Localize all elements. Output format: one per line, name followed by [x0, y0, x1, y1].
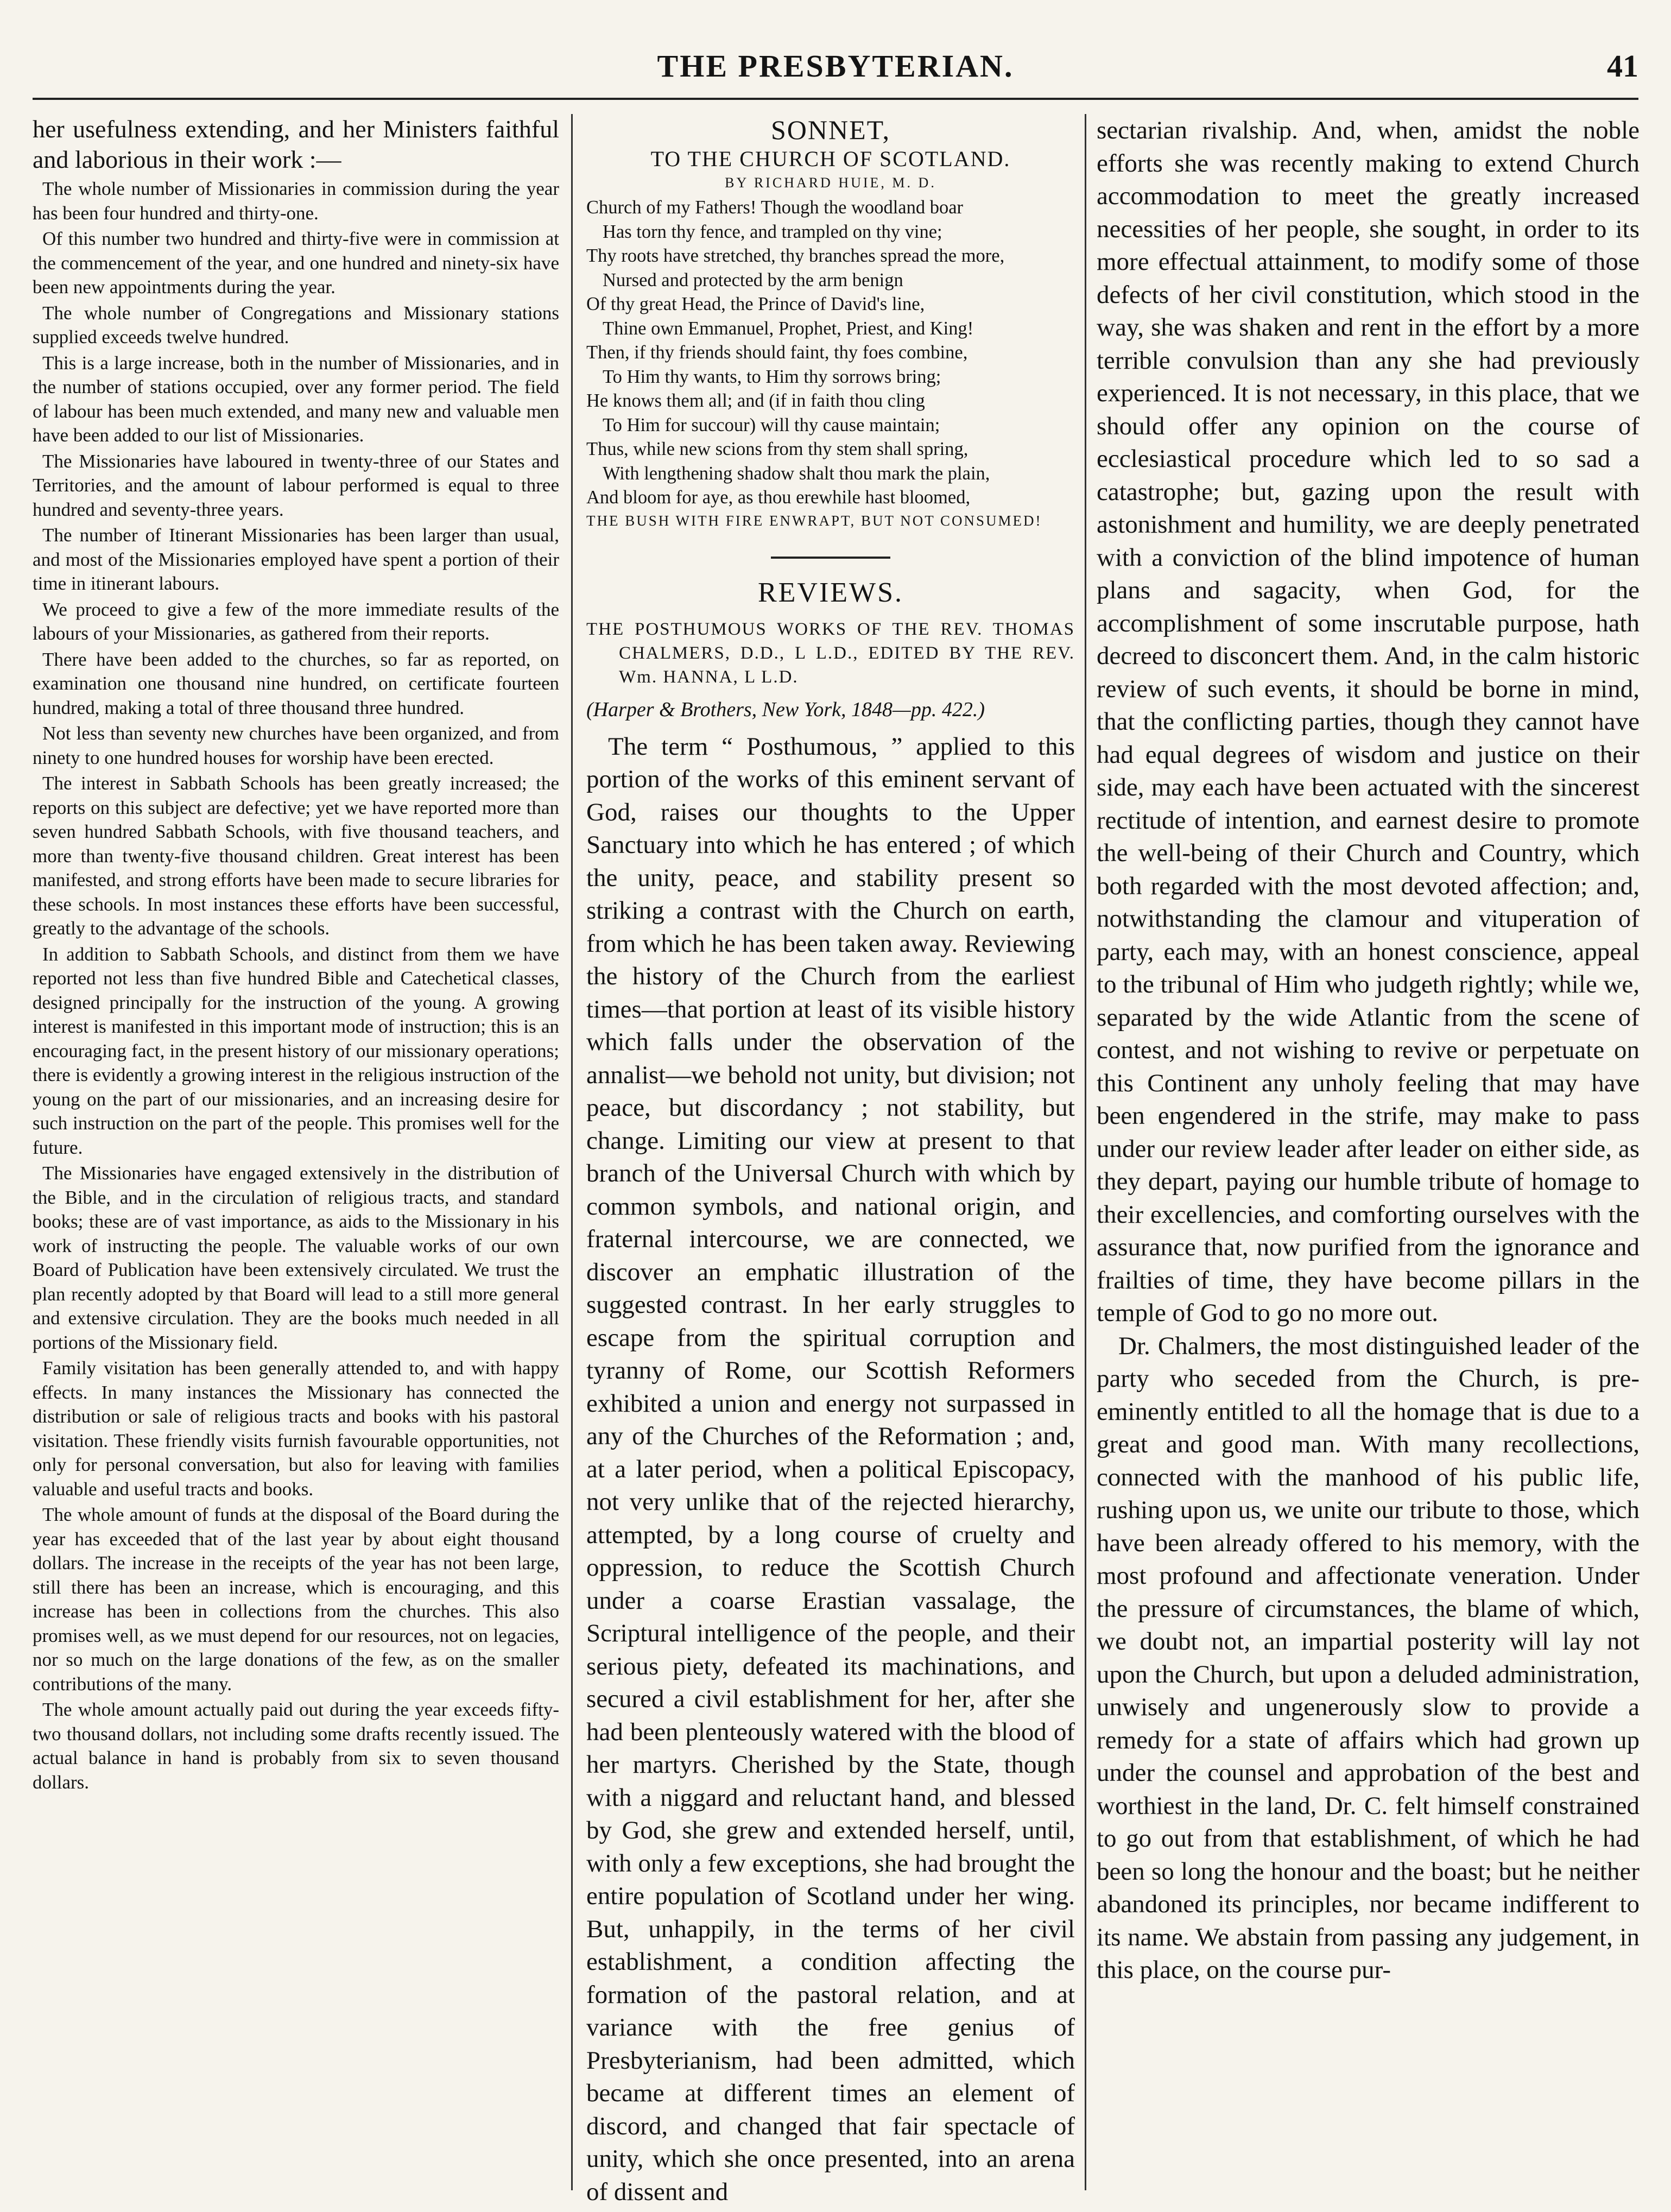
- running-title: THE PRESBYTERIAN.: [657, 48, 1014, 84]
- report-paragraph: In addition to Sabbath Schools, and distinct from them we have reported not less than five hundred Bible and Catechetical classes, designed principally for the instruction of the young. A growing interest is manifested in this important mode of instruction; this is an encouraging fact, in the present history of our missionary operations; there is evidently a growing interest in the religious instruction of the young on the part of our missionaries, and an increasing desire for such instruction on the part of the people. This promises well for the future.: [33, 943, 559, 1158]
- column-divider-right: [1085, 114, 1086, 2190]
- column-left-lead: her usefulness extending, and her Ministers faithful and laborious in their work :—: [33, 115, 559, 173]
- sonnet-line: Nursed and protected by the arm benign: [603, 269, 903, 290]
- review-source-text: (Harper & Brothers, New York, 1848—pp. 422.): [586, 698, 985, 721]
- review-paragraph: The term “ Posthumous, ” applied to this portion of the works of this eminent servant of God, raises our thoughts to the Upper Sanctuary into which he has entered ; of which the unity, peace, and stability present so striking a contrast with the Church on earth, from which he has been taken away. Reviewing the history of the Church from the earliest times—that portion at least of its visible history which falls under the observation of the annalist—we behold not unity, but division; not peace, but discordancy ; not stability, but change. Limiting our view at present to that branch of the Universal Church with which by common symbols, and national origin, and fraternal intercourse, we are connected, we discover an emphatic illustration of the suggested contrast. In her early struggles to escape from the spiritual corruption and tyranny of Rome, our Scottish Reformers exhibited a union and energy not surpassed in any of the Churches of the Reformation ; and, at a later period, when a political Episcopacy, not very unlike that of the rejected hierarchy, attempted, by a long course of cruelty and oppression, to reduce the Scottish Church under a coarse Erastian vassalage, the Scriptural intelligence of the people, and their serious piety, defeated its machinations, and secured a civil establishment for her, after she had been plenteously watered with the blood of her martyrs. Cherished by the State, though with a niggard and reluctant hand, and blessed by God, she grew and extended herself, until, with only a few exceptions, she had brought the entire population of Scotland under her wing. But, unhappily, in the terms of her civil establishment, a condition affecting the formation of the pastoral relation, and at variance with the free genius of Presbyterianism, had been admitted, which became at different times an element of discord, and changed that fair spectacle of unity, which she once presented, into an arena of dissent and: [586, 732, 1075, 2206]
- report-paragraph: This is a large increase, both in the number of Missionaries, and in the number of stations occupied, over any former period. The field of labour has been much extended, and many new and valuable men have been added to our list of Missionaries.: [33, 352, 559, 446]
- report-paragraph: There have been added to the churches, so far as reported, on examination one thousand nine hundred, on certificate fourteen hundred, making a total of three thousand three hundred.: [33, 648, 559, 718]
- sonnet-line: With lengthening shadow shalt thou mark the plain,: [603, 463, 990, 484]
- page-header: [33, 38, 1638, 100]
- sonnet-title: SONNET,: [770, 115, 890, 145]
- review-source: [586, 697, 1075, 723]
- sonnet-line: Thine own Emmanuel, Prophet, Priest, and King!: [603, 318, 974, 339]
- sonnet-dedication: TO THE CHURCH OF SCOTLAND.: [650, 147, 1011, 171]
- report-paragraph: The whole amount actually paid out during the year exceeds fifty-two thousand dollars, not including some drafts recently issued. The actual balance in hand is probably from six to seven thousand dollars.: [33, 1699, 559, 1793]
- report-paragraph: Family visitation has been generally attended to, and with happy effects. In many instances the Missionary has connected the distribution or sale of religious tracts and books with his pastoral visitation. These friendly visits furnish favourable opportunities, not only for personal conversation, but also for leaving with families valuable and useful tracts and books.: [33, 1357, 559, 1500]
- sonnet-line: Has torn thy fence, and trampled on thy vine;: [603, 221, 942, 242]
- report-paragraph: The Missionaries have engaged extensively in the distribution of the Bible, and in the circulation of religious tracts, and standard books; these are of vast importance, as aids to the Missionary in his work of instructing the people. The valuable works of our own Board of Publication have been extensively circulated. We trust the plan recently adopted by that Board will lead to a still more general and extensive circulation. They are the books much needed in all portions of the Missionary field.: [33, 1162, 559, 1353]
- reviews-heading: REVIEWS.: [757, 577, 904, 608]
- section-separator: [771, 557, 890, 559]
- page-number: 41: [1607, 48, 1638, 84]
- sonnet-line: To Him for succour) will thy cause maintain;: [603, 414, 940, 435]
- column-right: [1097, 114, 1640, 2190]
- report-paragraph: Not less than seventy new churches have been organized, and from ninety to one hundred houses for worship have been erected.: [33, 723, 559, 768]
- sonnet-line: Then, if thy friends should faint, thy foes combine,: [586, 342, 968, 363]
- sonnet-closing-line: THE BUSH WITH FIRE ENWRAPT, BUT NOT CONSUMED!: [586, 512, 1042, 529]
- report-paragraph: The interest in Sabbath Schools has been greatly increased; the reports on this subject are defective; yet we have reported more than seven hundred Sabbath Schools, with five thousand teachers, and more than twenty-five thousand children. Great interest has been manifested, and strong efforts have been made to secure libraries for these schools. In most instances these efforts have been successful, greatly to the advantage of the schools.: [33, 773, 559, 939]
- sonnet-line: Church of my Fathers! Though the woodland boar: [586, 197, 964, 218]
- report-paragraph: We proceed to give a few of the more immediate results of the labours of your Missionaries, as gathered from their reports.: [33, 598, 559, 644]
- sonnet-line: He knows them all; and (if in faith thou cling: [586, 390, 925, 411]
- sonnet-line: Thus, while new scions from thy stem shall spring,: [586, 439, 969, 459]
- report-paragraph: The number of Itinerant Missionaries has been larger than usual, and most of the Missionaries employed have spent a portion of their time in itinerant labours.: [33, 524, 559, 594]
- report-paragraph: The whole amount of funds at the disposal of the Board during the year has exceeded that of the last year by about eight thousand dollars. The increase in the receipts of the year has not been large, still there has been an increase, which is encouraging, and this increase has been in collections from the churches. This also promises well, as we must depend for our resources, not on legacies, nor so much on the large donations of the few, as on the smaller contributions of the many.: [33, 1504, 559, 1695]
- sonnet-line: To Him thy wants, to Him thy sorrows bring;: [603, 366, 941, 387]
- sonnet-line: Thy roots have stretched, thy branches spread the more,: [586, 245, 1005, 266]
- column-middle: [586, 114, 1075, 2206]
- review-body-middle: [586, 730, 1075, 2209]
- sonnet-body: [586, 195, 1075, 532]
- column-divider-left: [571, 114, 573, 2190]
- report-paragraph: The Missionaries have laboured in twenty-three of our States and Territories, and the amount of labour performed is equal to three hundred and seventy-three years.: [33, 450, 559, 520]
- review-paragraph: Dr. Chalmers, the most distinguished leader of the party who seceded from the Church, is pre-eminently entitled to all the homage that is due to a great and good man. With many recollections, connected with the manhood of his public life, rushing upon us, we unite our tribute to those, which have been already offered to his memory, with the most profound and affectionate veneration. Under the pressure of circumstances, the blame of which, we doubt not, an impartial posterity will lay not upon the Church, but upon a deluded administration, unwisely and ungenerously slow to provide a remedy for a state of affairs which had grown up under the counsel and approbation of the best and worthiest in the land, Dr. C. felt himself constrained to go out from that establishment, of which he had been so long the honour and the boast; but he neither abandoned its principles, nor became indifferent to its name. We abstain from passing any judgement, in this place, on the course pur-: [1097, 1331, 1640, 1984]
- sonnet-line: And bloom for aye, as thou erewhile hast bloomed,: [586, 487, 971, 508]
- column-left: [33, 114, 559, 2190]
- report-paragraph: Of this number two hundred and thirty-five were in commission at the commencement of the year, and one hundred and ninety-six have been new appointments during the year.: [33, 228, 559, 298]
- report-paragraph: The whole number of Congregations and Missionary stations supplied exceeds twelve hundred.: [33, 302, 559, 347]
- review-paragraph: sectarian rivalship. And, when, amidst the noble efforts she was recently making to extend Church accommodation to meet the greatly increased necessities of her people, she sought, in order to its more effectual attainment, to modify some of those defects of her civil constitution, which stood in the way, she was shaken and rent in the effort by a more terrible convulsion than any she had previously experienced. It is not necessary, in this place, that we should offer any opinion on the course of ecclesiastical procedure which led to so sad a catastrophe; but, gazing upon the result with astonishment and humility, we are deeply penetrated with a conviction of the blind impotence of human plans and sagacity, when God, for the accomplishment of some inscrutable purpose, hath decreed to disconcert them. And, in the calm historic review of such events, it should be borne in mind, that the conflicting parties, though they cannot have had equal degrees of wisdom and justice on their side, may each have been actuated with the sincerest rectitude of intention, and earnest desire to promote the well-being of their Church and Country, which both regarded with the most devoted affection; and, notwithstanding the clamour and vituperation of party, each may, with an honest conscience, appeal to the tribunal of Him who judgeth rightly; while we, separated by the wide Atlantic from the scene of contest, and not wishing to revive or perpetuate on this Continent any unholy feeling that may have been engendered in the strife, may make to pass under our review leader after leader on either side, as they depart, paying our humble tribute of homage to their excellencies, and comforting ourselves with the assurance that, now purified from the ignorance and frailties of time, they have become pillars in the temple of God to go no more out.: [1097, 116, 1640, 1327]
- sonnet-line: Of thy great Head, the Prince of David's line,: [586, 294, 925, 314]
- report-paragraph: The whole number of Missionaries in commission during the year has been four hundred and thirty-one.: [33, 178, 559, 224]
- sonnet-author: BY RICHARD HUIE, M. D.: [725, 175, 936, 191]
- review-book-title: THE POSTHUMOUS WORKS OF THE REV. THOMAS CHALMERS, D.D., L L.D., EDITED BY THE REV. Wm. HANNA, L L.D.: [586, 619, 1075, 687]
